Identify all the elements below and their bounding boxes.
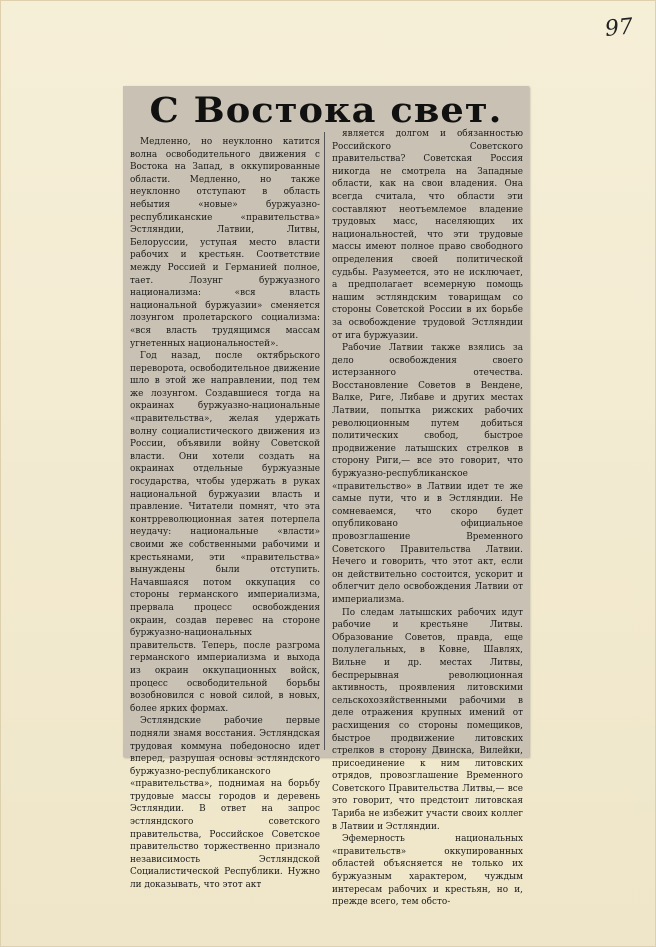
- paragraph: Эфемерность национальных «правительств» оккупированных областей объясняется не только их буржуазным характером, чуждым интересам рабочих и крестьян, но и, прежде всего, тем обсто-: [332, 834, 523, 908]
- paragraph: Эстляндские рабочие первые подняли знамя восстания. Эстляндская трудовая коммуна победоносно идет вперед, разрушая основы эстляндского буржуазно-республиканского «правительства», поднимая на борьбу трудовые массы городов и деревень Эстляндии. В ответ на запрос эстляндского советского правительства, Российское Советское правительство торжественно признало независимость Эстляндской Социалистической Республики. Нужно ли доказывать, что этот акт: [130, 716, 320, 891]
- paragraph: Рабочие Латвии также взялись за дело освобождения своего истерзанного отечества. Восстановление Советов в Вендене, Валке, Риге, Либаве и других местах Латвии, попытка рижских рабочих революционным путем добиться политических свобод, быстрое продвижение латышских стрелков в сторону Риги,— все это говорит, что буржуазно-республиканское «правительство» в Латвии идет те же самые пути, что и в Эстляндии. Не сомневаемся, что скоро будет опубликовано официальное провозглашение Временного Советского Правительства Латвии. Нечего и говорить, что этот акт, если он действительно состоится, ускорит и облегчит дело освобождения Латвии от империализма.: [332, 343, 523, 605]
- paragraph: По следам латышских рабочих идут рабочие и крестьяне Литвы. Образование Советов, правда, еще полулегальных, в Ковне, Шавлях, Вильне и др. местах Литвы, беспрерывная революционная активность, проявления литовскими сельскохозяйственными рабочими в деле отражения крупных имений от расхищения со стороны помещиков, быстрое продвижение литовских стрелков в сторону Двинска, Вилейки, присоединение к ним литовских отрядов, провозглашение Временного Советского Правительства Литвы,— все это говорит, что предстоит литовская Тариба не избежит участи своих коллег в Латвии и Эстляндии.: [332, 607, 523, 832]
- paragraph: является долгом и обязанностью Российского Советского правительства? Советская Россия никогда не смотрела на Западные области, как на свои владения. Она всегда считала, что области эти составляют неотъемлемое владение трудовых масс, населяющих их национальностей, что эти трудовые массы имеют полное право свободного определения своей политической судьбы. Разумеется, это не исключает, а предполагает всемерную помощь нашим эстляндским товарищам со стороны Советской России в их борьбе за освобождение трудовой Эстляндии от ига буржуазии.: [332, 129, 523, 341]
- page-number: 97: [603, 14, 635, 43]
- paragraph: Год назад, после октябрьского переворота, освободительное движение шло в этой же направлении, под тем же лозунгом. Создавшиеся тогда на окраинах буржуазно-национальные «правительства», желая удержать волну социалистического движения из России, объявили войну Советской власти. Они хотели создать на окраинах отдельные буржуазные государства, чтобы удержать в руках национальной буржуазии власть и правление. Читатели помнят, что эта контрреволюционная затея потерпела неудачу: национальные «власти» своими же собственными рабочими и крестьянами, эти «правительства» вынуждены были отступить. Начавшаяся потом оккупация со стороны германского империализма, прервала процесс освобождения окраин, создав перевес на стороне буржуазно-национальных правительств. Теперь, после разгрома германского империализма и выхода из окраин оккупационных войск, процесс освободительной борьбы возобновился с новой силой, в новых, более ярких формах.: [130, 351, 320, 714]
- newspaper-clipping: [123, 86, 529, 908]
- article-headline: С Востока свет.: [149, 90, 503, 131]
- article-right-column: [332, 128, 523, 908]
- article-left-column: [130, 136, 320, 891]
- paragraph: Медленно, но неуклонно катится волна освободительного движения с Востока на Запад, в оккупированные области. Медленно, но также неуклонно отступают в область небытия «новые» буржуазно-республиканские «правительства» Эстляндии, Латвии, Литвы, Белоруссии, уступая место власти рабочих и крестьян. Соответствие между Россией и Германией полное, тает. Лозунг буржуазного национализма: «вся власть национальной буржуазии» сменяется лозунгом пролетарского социализма: «вся власть трудящимся массам угнетенных национальностей».: [130, 137, 320, 349]
- column-divider: [324, 132, 325, 750]
